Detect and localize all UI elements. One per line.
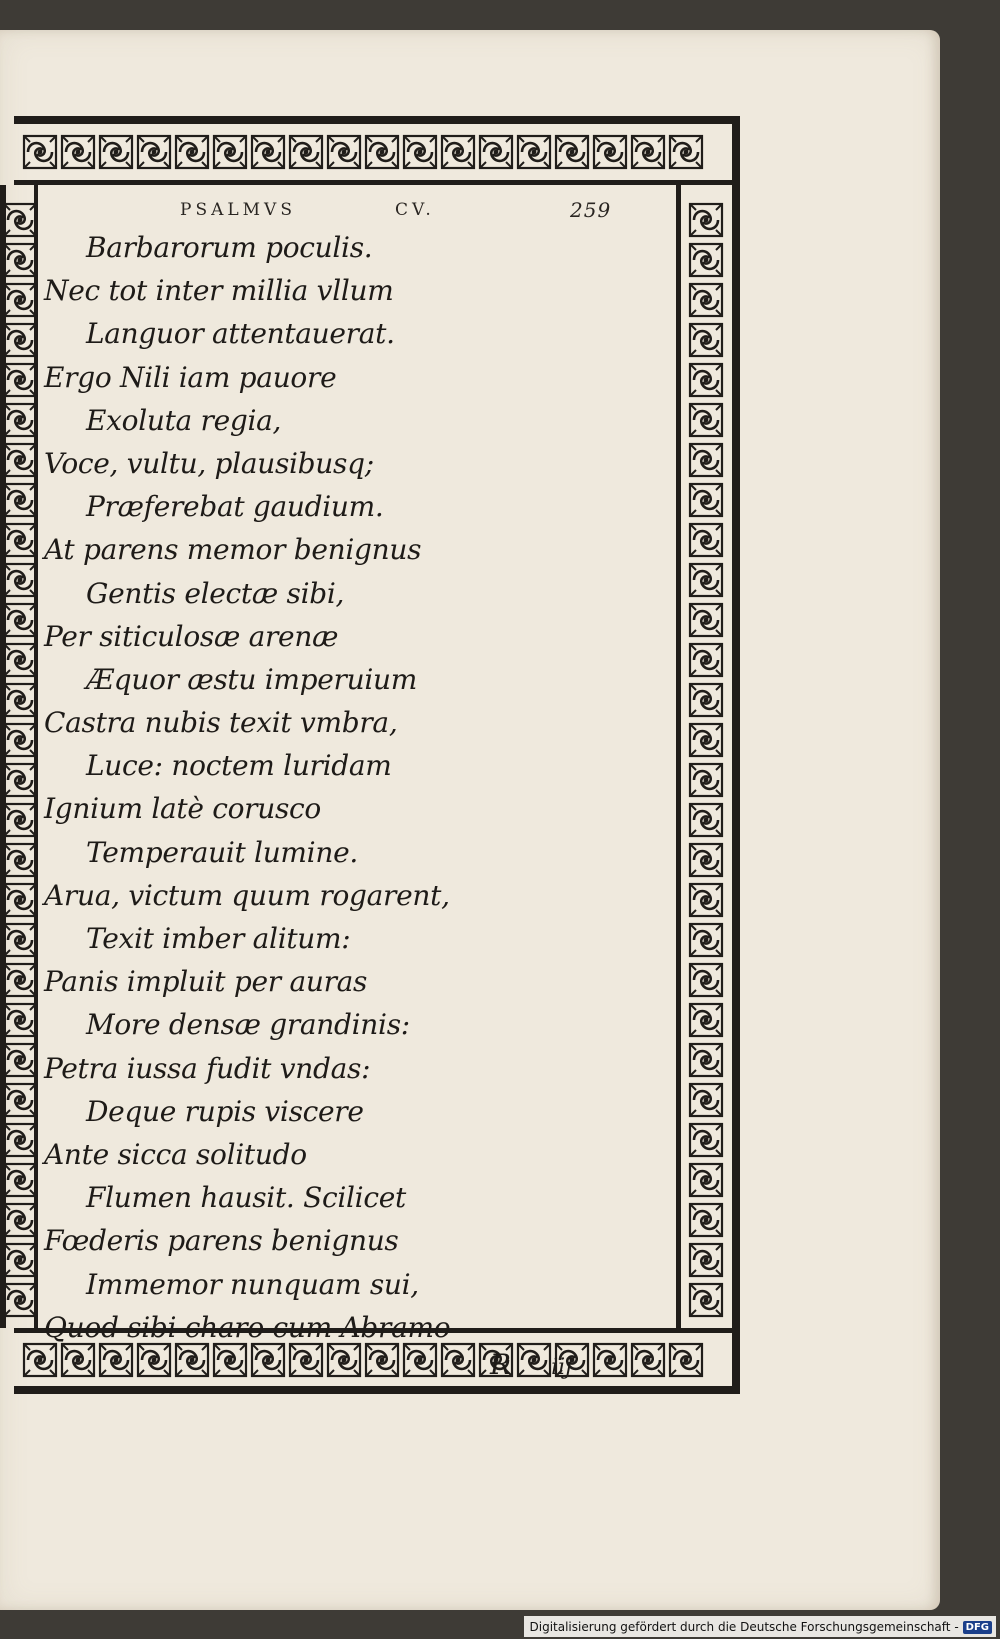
verse-line: Ante sicca solitudo [44, 1137, 307, 1171]
verse-line: Per siticulosæ arenæ [44, 619, 339, 653]
ornament-motif [4, 1164, 36, 1196]
verse-line: Quod sibi charo cum Abramo [44, 1310, 451, 1344]
ornament-motif [690, 804, 722, 836]
ornament-motif [4, 1204, 36, 1236]
verse-line: Æquor æstu imperuium [86, 662, 417, 696]
verse-line: Languor attentauerat. [86, 317, 395, 351]
ornament-motif [4, 1124, 36, 1156]
ornament-motif [690, 964, 722, 996]
ornament-motif [690, 524, 722, 556]
verse-line: At parens memor benignus [44, 533, 422, 567]
ornament-motif [670, 1344, 702, 1376]
header-title: PSALMVS [180, 200, 296, 220]
ornament-motif [4, 764, 36, 796]
verse-line: Texit imber alitum: [86, 922, 351, 955]
ornament-motif [4, 844, 36, 876]
ornament-motif [100, 136, 132, 168]
signature-letter: R [490, 1348, 512, 1381]
ornament-motif [4, 1284, 36, 1316]
verse-line: Panis impluit per auras [44, 965, 368, 999]
signature-mark [490, 1348, 572, 1381]
dfg-logo: DFG [963, 1621, 992, 1634]
verse-line: Deque rupis viscere [86, 1094, 364, 1128]
ornament-motif [4, 404, 36, 436]
ornament-motif [4, 724, 36, 756]
ornament-motif [690, 1044, 722, 1076]
book-page [0, 30, 940, 1610]
ornament-motif [4, 244, 36, 276]
ornament-motif [690, 724, 722, 756]
digitization-credit [524, 1616, 997, 1637]
ornament-motif [442, 136, 474, 168]
ornament-motif [4, 924, 36, 956]
ornament-motif [4, 684, 36, 716]
verse-line: Exoluta regia, [86, 403, 282, 437]
ornament-motif [556, 136, 588, 168]
ornament-motif [4, 644, 36, 676]
ornament-motif [690, 284, 722, 316]
ornament-motif [366, 136, 398, 168]
ornament-motif [290, 136, 322, 168]
verse-line: Immemor nunquam sui, [86, 1267, 419, 1301]
ornament-motif [4, 964, 36, 996]
ornament-motif [690, 884, 722, 916]
verse-line: Petra iussa fudit vndas: [44, 1051, 371, 1085]
credit-text: Digitalisierung gefördert durch die Deutsche Forschungsgemeinschaft - [529, 1620, 959, 1634]
ornament-motif [4, 1244, 36, 1276]
ornament-motif [4, 564, 36, 596]
page-number: 259 [570, 198, 612, 222]
verse-line: Nec tot inter millia vllum [44, 274, 394, 308]
ornament-motif [690, 684, 722, 716]
ornament-motif [62, 136, 94, 168]
ornament-motif [4, 364, 36, 396]
ornament-motif [4, 1084, 36, 1116]
ornament-motif [252, 136, 284, 168]
header-chapter: CV. [395, 200, 435, 220]
ornament-motif [24, 136, 56, 168]
ornament-motif [518, 136, 550, 168]
ornament-motif [690, 404, 722, 436]
verse-text [44, 226, 664, 1349]
verse-line: Arua, victum quum rogarent, [44, 878, 450, 912]
verse-line: Voce, vultu, plausibusq; [44, 446, 374, 480]
ornament-motif [4, 284, 36, 316]
ornament-motif [4, 484, 36, 516]
ornament-motif [4, 884, 36, 916]
ornament-motif [690, 764, 722, 796]
ornament-motif [4, 444, 36, 476]
ornament-motif [690, 644, 722, 676]
verse-line: More densæ grandinis: [86, 1008, 410, 1042]
ornament-motif [690, 1244, 722, 1276]
ornament-motif [4, 324, 36, 356]
ornament-motif [328, 136, 360, 168]
ornament-motif [690, 484, 722, 516]
ornament-motif [690, 1204, 722, 1236]
ornament-motif [670, 136, 702, 168]
signature-number: iij [551, 1355, 572, 1380]
ornament-motif [4, 604, 36, 636]
ornament-motif [4, 804, 36, 836]
ornament-motif [4, 204, 36, 236]
verse-line: Castra nubis texit vmbra, [44, 706, 398, 740]
verse-line: Ergo Nili iam pauore [44, 360, 337, 394]
ornament-motif [4, 1004, 36, 1036]
ornament-motif [690, 204, 722, 236]
ornament-motif [480, 136, 512, 168]
verse-line: Temperauit lumine. [86, 835, 358, 869]
verse-line: Fœderis parens benignus [44, 1224, 399, 1258]
ornament-motif [690, 324, 722, 356]
ornament-motif [690, 1124, 722, 1156]
ornament-motif [690, 1084, 722, 1116]
ornament-motif [690, 924, 722, 956]
ornament-motif [690, 604, 722, 636]
ornament-motif [690, 444, 722, 476]
verse-line: Gentis electæ sibi, [86, 576, 345, 610]
ornament-motif [690, 844, 722, 876]
ornament-motif [690, 364, 722, 396]
ornament-motif [632, 136, 664, 168]
ornament-motif [4, 1044, 36, 1076]
verse-line: Ignium latè corusco [44, 792, 321, 826]
ornament-motif [176, 136, 208, 168]
ornament-motif [594, 136, 626, 168]
ornament-motif [690, 244, 722, 276]
verse-line: Flumen hausit. Scilicet [86, 1181, 406, 1215]
verse-line: Præferebat gaudium. [86, 490, 384, 524]
ornament-motif [690, 1164, 722, 1196]
verse-line: Luce: noctem luridam [86, 749, 392, 783]
ornament-motif [404, 136, 436, 168]
ornament-motif [214, 136, 246, 168]
ornament-motif [690, 564, 722, 596]
ornament-motif [690, 1284, 722, 1316]
verse-line: Barbarorum poculis. [86, 231, 373, 264]
ornament-motif [138, 136, 170, 168]
ornament-motif [4, 524, 36, 556]
ornament-motif [690, 1004, 722, 1036]
